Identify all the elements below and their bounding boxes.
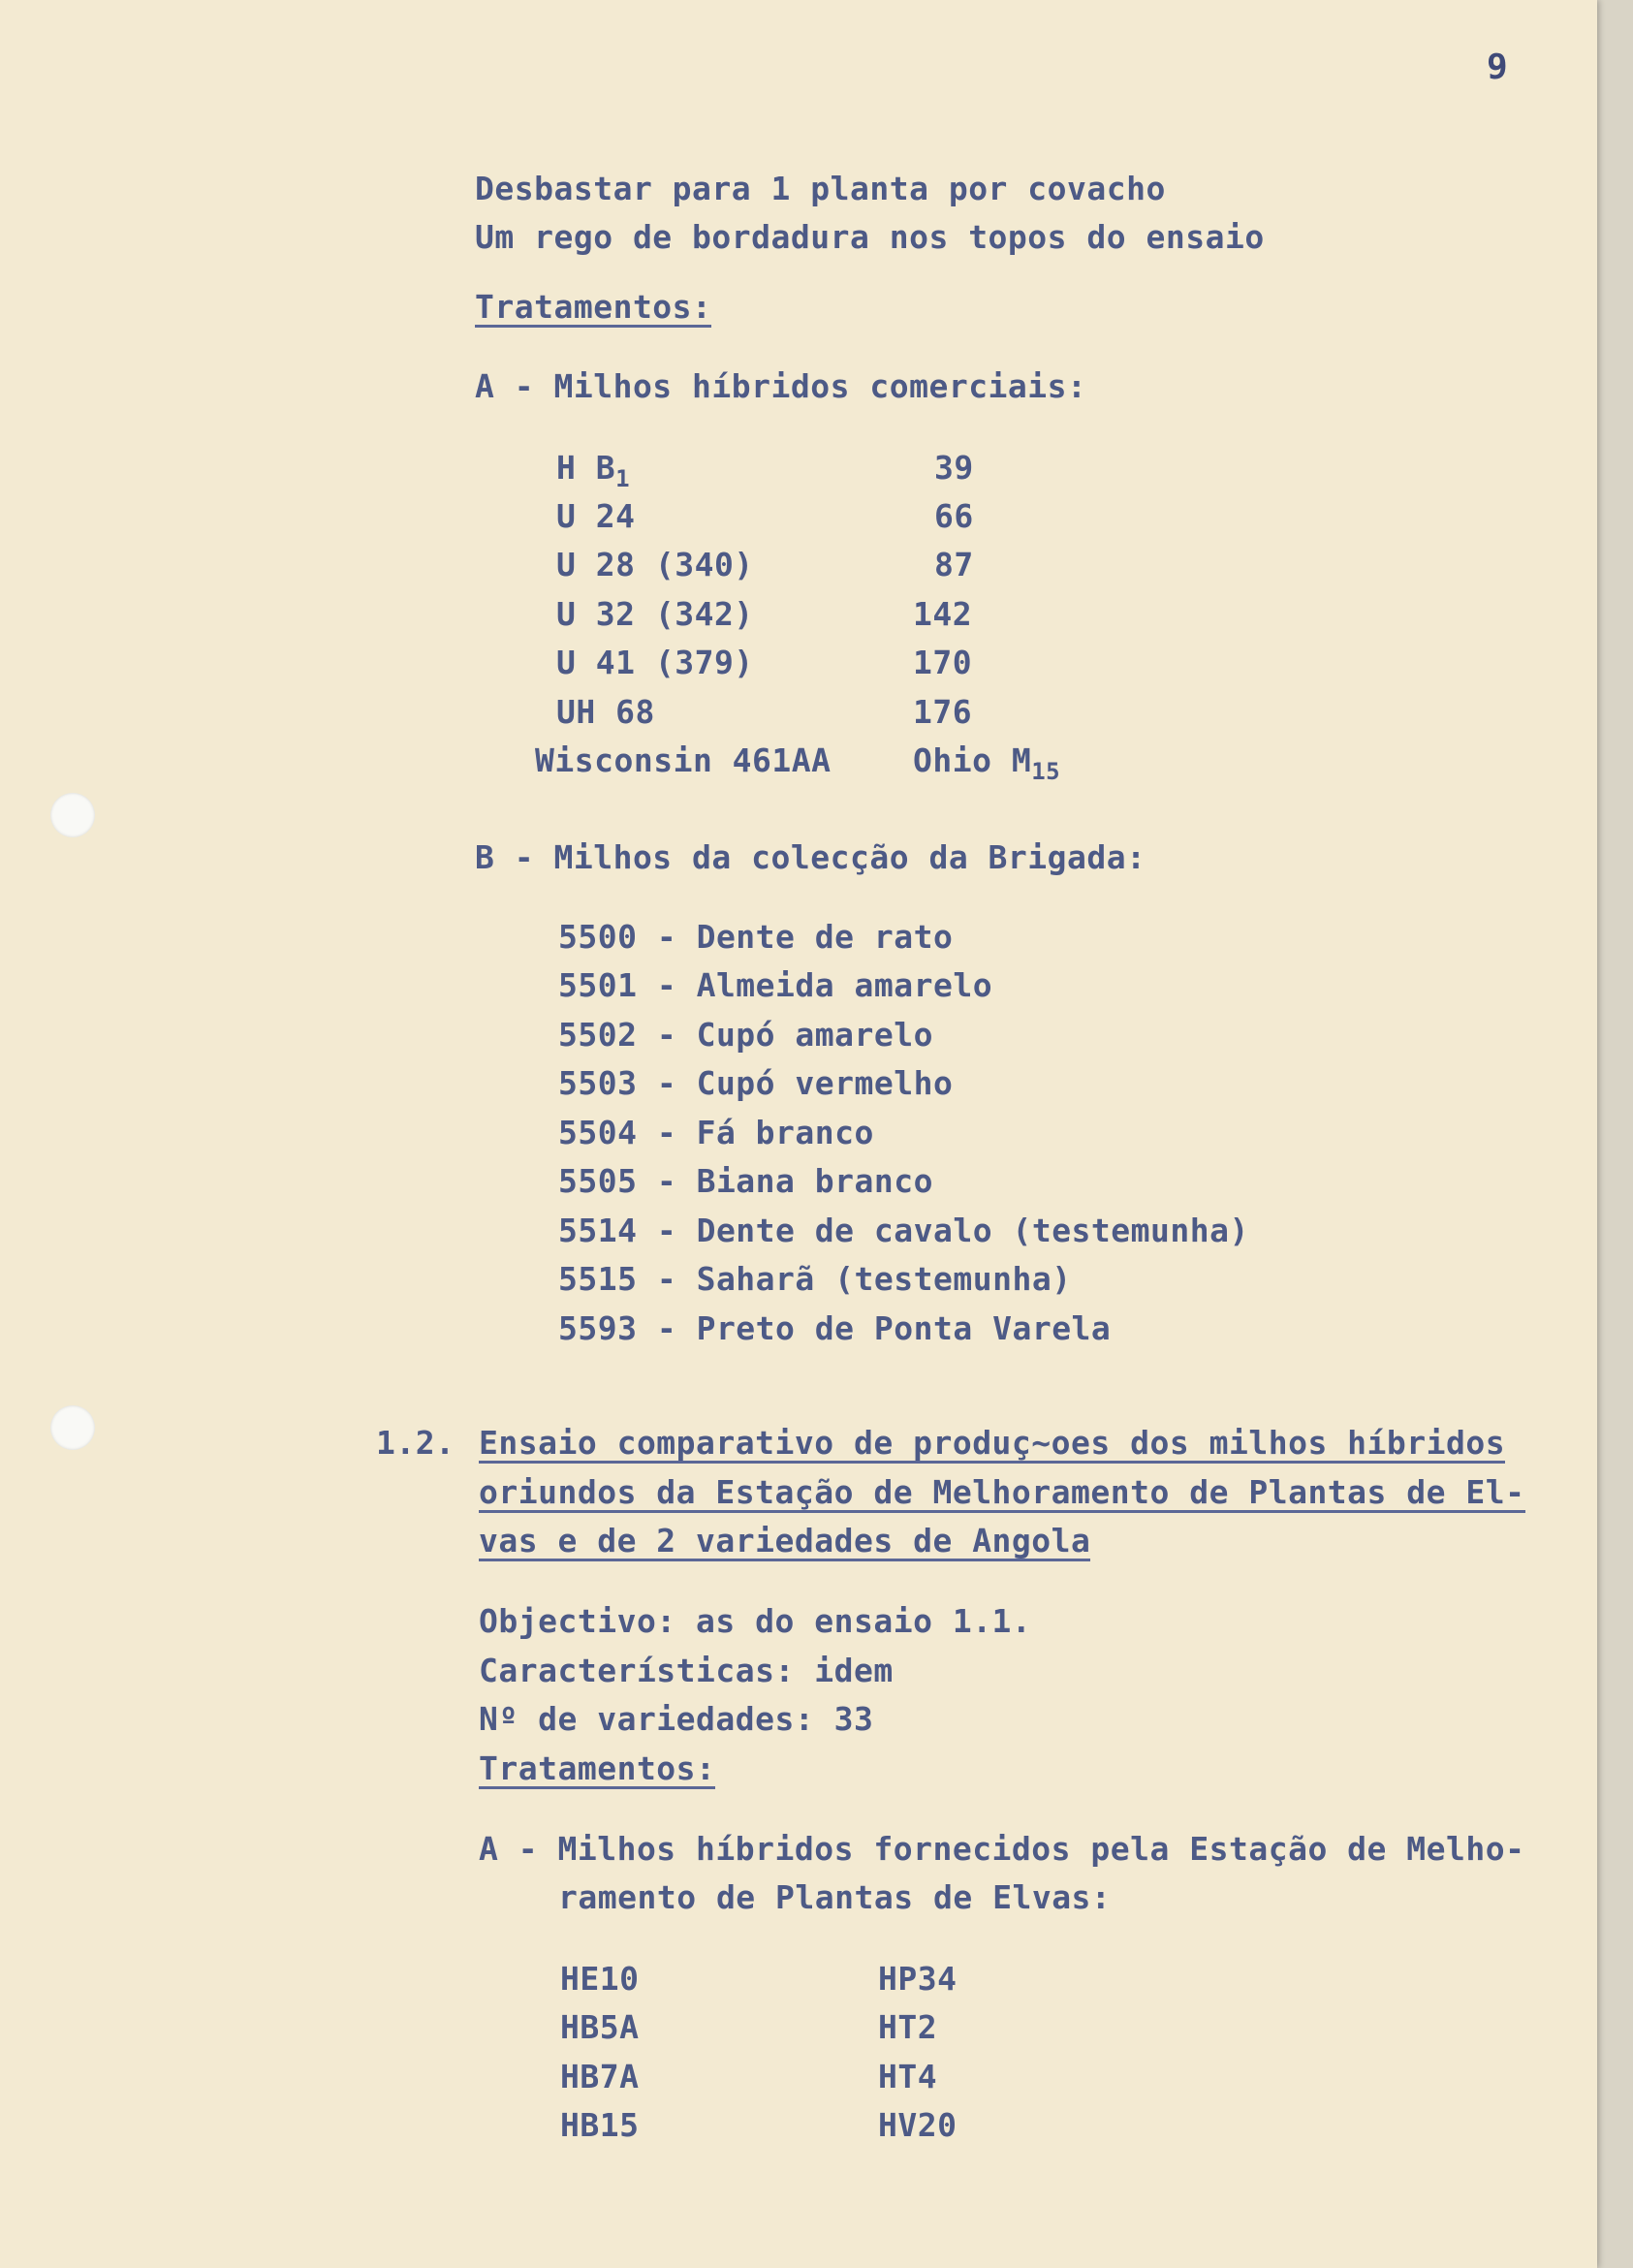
section-title-line-3: vas e de 2 variedades de Angola (479, 1522, 1091, 1559)
brigada-item: 5502 - Cupó amarelo (558, 1016, 933, 1054)
section-title-line-1: Ensaio comparativo de produç~oes dos milhos híbridos (479, 1424, 1506, 1462)
hybrid-commercial-item: U 41 (379) (556, 644, 754, 681)
punch-hole-bottom (50, 1405, 95, 1450)
tratamentos-heading: Tratamentos: (475, 288, 712, 326)
brigada-item: 5514 - Dente de cavalo (testemunha) (558, 1212, 1249, 1249)
brigada-item: 5593 - Preto de Ponta Varela (558, 1309, 1112, 1347)
sub-a-line-2: ramento de Plantas de Elvas: (558, 1878, 1112, 1916)
hybrid-commercial-item: U 24 (556, 497, 636, 535)
caracteristicas-line: Características: idem (479, 1652, 894, 1689)
hybrid-commercial-number: 87 (934, 546, 974, 583)
section-b-title: B - Milhos da colecção da Brigada: (475, 838, 1146, 876)
sub-a-line-1: A - Milhos híbridos fornecidos pela Estação de Melho- (479, 1830, 1525, 1868)
brigada-item: 5500 - Dente de rato (558, 918, 954, 956)
hybrid-commercial-item: Wisconsin 461AA (535, 741, 832, 779)
hybrid-commercial-number: 170 (913, 644, 973, 681)
tratamentos-heading-2: Tratamentos: (479, 1749, 716, 1787)
brigada-item: 5501 - Almeida amarelo (558, 966, 993, 1004)
section-a-title: A - Milhos híbridos comerciais: (475, 367, 1087, 405)
section-number: 1.2. (376, 1424, 455, 1462)
elvas-hybrid-right: HP34 (878, 1960, 958, 1998)
objectivo-line: Objectivo: as do ensaio 1.1. (479, 1602, 1032, 1640)
elvas-hybrid-right: HT2 (878, 2008, 938, 2046)
brigada-item: 5515 - Saharã (testemunha) (558, 1260, 1072, 1298)
hybrid-commercial-number: 142 (913, 595, 973, 633)
elvas-hybrid-right: HT4 (878, 2058, 938, 2095)
brigada-item: 5503 - Cupó vermelho (558, 1064, 954, 1102)
elvas-hybrid-right: HV20 (878, 2106, 958, 2144)
brigada-item: 5505 - Biana branco (558, 1162, 933, 1200)
hybrid-commercial-item: U 32 (342) (556, 595, 754, 633)
hybrid-commercial-number: 66 (934, 497, 974, 535)
hybrid-commercial-item: H $B_1$ (556, 449, 631, 492)
hybrid-commercial-item: UH 68 (556, 693, 655, 731)
hybrid-commercial-number: Ohio $M_{15}$ (913, 741, 1061, 785)
elvas-hybrid-left: HE10 (560, 1960, 640, 1998)
page-number: 9 (1487, 47, 1509, 87)
hybrid-commercial-item: U 28 (340) (556, 546, 754, 583)
hybrid-commercial-number: 39 (934, 449, 974, 487)
intro-line-1: Desbastar para 1 planta por covacho (475, 170, 1166, 207)
elvas-hybrid-left: HB15 (560, 2106, 640, 2144)
elvas-hybrid-left: HB7A (560, 2058, 640, 2095)
elvas-hybrid-left: HB5A (560, 2008, 640, 2046)
section-title-line-2: oriundos da Estação de Melhoramento de Plantas de El- (479, 1473, 1525, 1511)
punch-hole-top (50, 793, 95, 837)
hybrid-commercial-number: 176 (913, 693, 973, 731)
intro-line-2: Um rego de bordadura nos topos do ensaio (475, 218, 1265, 256)
n-variedades-line: Nº de variedades: 33 (479, 1700, 874, 1738)
brigada-item: 5504 - Fá branco (558, 1114, 874, 1151)
